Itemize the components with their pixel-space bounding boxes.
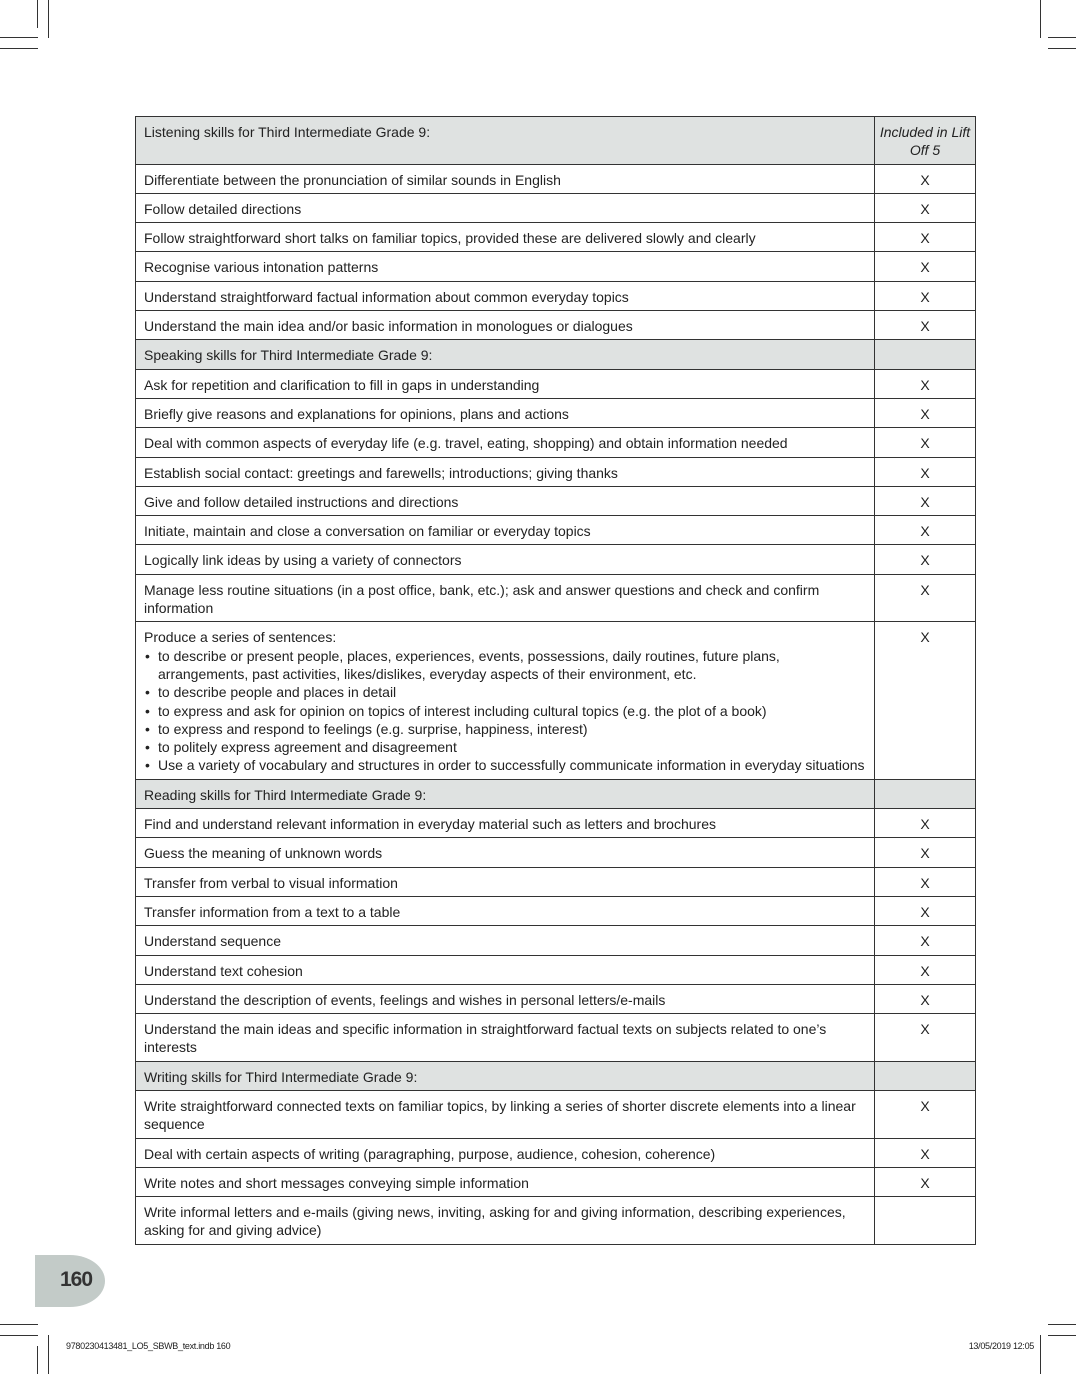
bullet-item: • to express and respond to feelings (e.g. surprise, happiness, interest): [144, 720, 866, 738]
included-column-header: Included in Lift Off 5: [875, 117, 976, 165]
included-mark: X: [875, 955, 976, 984]
table-row: [136, 1138, 976, 1167]
skill-text: Differentiate between the pronunciation of similar sounds in English: [144, 171, 561, 188]
included-mark: X: [875, 164, 976, 193]
included-mark: X: [875, 574, 976, 622]
empty-cell: [875, 1061, 976, 1090]
skill-text: Produce a series of sentences:: [144, 629, 337, 646]
skill-text: Write notes and short messages conveying simple information: [144, 1174, 529, 1191]
included-mark: [875, 1197, 976, 1245]
skill-text: Write straightforward connected texts on familiar topics, by linking a series of shorter discrete elements into a linear sequence: [144, 1097, 856, 1133]
skill-cell: [136, 311, 875, 340]
section-title: Writing skills for Third Intermediate Grade 9:: [136, 1061, 875, 1090]
skill-cell: [136, 896, 875, 925]
skill-cell: [136, 838, 875, 867]
section-header-row: [136, 340, 976, 369]
skill-text: Understand the main ideas and specific information in straightforward factual texts on subjects related to one’s interests: [144, 1021, 827, 1056]
skill-cell: [136, 1090, 875, 1138]
included-mark: X: [875, 516, 976, 545]
table-row: [136, 984, 976, 1013]
table-row: [136, 369, 976, 398]
skill-text: Follow straightforward short talks on familiar topics, provided these are delivered slowly and clearly: [144, 230, 756, 247]
included-mark: X: [875, 252, 976, 281]
table-row: [136, 545, 976, 574]
table-row: [136, 164, 976, 193]
crop-mark: [0, 1335, 38, 1336]
empty-cell: [875, 779, 976, 808]
table-row: [136, 193, 976, 222]
skill-text: Logically link ideas by using a variety of connectors: [144, 552, 462, 569]
crop-mark: [1048, 37, 1076, 38]
crop-mark: [37, 1346, 38, 1374]
skill-cell: [136, 545, 875, 574]
skill-cell: [136, 809, 875, 838]
skill-cell: [136, 955, 875, 984]
table-row: [136, 926, 976, 955]
section-title: Speaking skills for Third Intermediate Grade 9:: [136, 340, 875, 369]
skill-text: Understand straightforward factual information about common everyday topics: [144, 288, 629, 305]
included-mark: X: [875, 1167, 976, 1196]
skill-text: Write informal letters and e-mails (giving news, inviting, asking for and giving information, describing experiences, asking for and giving advice): [144, 1204, 846, 1239]
included-mark: X: [875, 193, 976, 222]
skill-cell: [136, 1197, 875, 1245]
skill-cell: [136, 428, 875, 457]
skill-cell: [136, 486, 875, 515]
table-row: [136, 311, 976, 340]
included-mark: X: [875, 457, 976, 486]
crop-mark: [37, 0, 38, 28]
skill-cell: [136, 984, 875, 1013]
table-row: [136, 867, 976, 896]
skill-cell: [136, 1138, 875, 1167]
file-slug: 9780230413481_LO5_SBWB_text.indb 160: [66, 1341, 231, 1351]
section-header-row: [136, 117, 976, 165]
table-row: [136, 223, 976, 252]
included-mark: X: [875, 926, 976, 955]
crop-mark: [0, 48, 38, 49]
included-mark: X: [875, 545, 976, 574]
table-row: [136, 252, 976, 281]
skill-cell: [136, 252, 875, 281]
included-mark: X: [875, 398, 976, 427]
skill-text: Ask for repetition and clarification to fill in gaps in understanding: [144, 376, 540, 393]
included-mark: X: [875, 1090, 976, 1138]
included-mark: X: [875, 867, 976, 896]
skill-text: Initiate, maintain and close a conversation on familiar or everyday topics: [144, 523, 591, 540]
skill-text: Follow detailed directions: [144, 200, 302, 217]
table-row: [136, 398, 976, 427]
table-row: [136, 574, 976, 622]
included-mark: X: [875, 809, 976, 838]
skill-cell: [136, 516, 875, 545]
crop-mark: [1048, 1335, 1076, 1336]
table-row: [136, 896, 976, 925]
skill-cell: [136, 1167, 875, 1196]
section-title: Listening skills for Third Intermediate Grade 9:: [136, 117, 875, 165]
table-row: [136, 281, 976, 310]
table-row: [136, 838, 976, 867]
table-row: [136, 1014, 976, 1062]
section-title: Reading skills for Third Intermediate Grade 9:: [136, 779, 875, 808]
page-number: 160: [60, 1268, 93, 1291]
skill-cell: [136, 281, 875, 310]
bullet-item: • to describe or present people, places, experiences, events, possessions, daily routines, future plans, arrangements, past activities, likes/dislikes, everyday aspects of their environment, etc.: [144, 647, 866, 684]
skill-text: Understand text cohesion: [144, 962, 303, 979]
skill-cell: [136, 622, 875, 779]
table-row: [136, 809, 976, 838]
skill-text: Manage less routine situations (in a post office, bank, etc.); ask and answer questions and check and confirm information: [144, 581, 820, 617]
skill-cell: [136, 574, 875, 622]
table-row: [136, 1090, 976, 1138]
crop-mark: [1048, 1324, 1076, 1325]
skill-text: Understand the main idea and/or basic information in monologues or dialogues: [144, 318, 633, 335]
included-mark: X: [875, 1014, 976, 1062]
crop-mark: [0, 37, 38, 38]
empty-cell: [875, 340, 976, 369]
section-header-row: [136, 779, 976, 808]
skill-text: Deal with certain aspects of writing (paragraphing, purpose, audience, cohesion, coherence): [144, 1145, 716, 1162]
date-slug: 13/05/2019 12:05: [968, 1341, 1034, 1351]
skill-text: Understand the description of events, feelings and wishes in personal letters/e-mails: [144, 991, 666, 1008]
table-row: [136, 457, 976, 486]
crop-mark: [1040, 0, 1041, 38]
crop-mark: [48, 0, 49, 38]
skill-text: Understand sequence: [144, 933, 281, 950]
table-row: [136, 428, 976, 457]
table-row: [136, 955, 976, 984]
skill-cell: [136, 867, 875, 896]
skill-cell: [136, 193, 875, 222]
included-mark: X: [875, 311, 976, 340]
table-row: [136, 516, 976, 545]
skill-cell: [136, 1014, 875, 1062]
skill-text: Recognise various intonation patterns: [144, 259, 379, 276]
crop-mark: [1040, 1335, 1041, 1374]
crop-mark: [1048, 48, 1076, 49]
skill-cell: [136, 369, 875, 398]
table-row: [136, 1197, 976, 1245]
included-mark: X: [875, 486, 976, 515]
skill-text: Give and follow detailed instructions and directions: [144, 493, 459, 510]
bullet-item: • to describe people and places in detail: [144, 683, 866, 701]
included-mark: X: [875, 838, 976, 867]
included-mark: X: [875, 622, 976, 779]
included-mark: X: [875, 984, 976, 1013]
skill-text: Transfer information from a text to a table: [144, 903, 401, 920]
included-mark: X: [875, 428, 976, 457]
skills-table: [135, 116, 976, 1245]
skill-text: Deal with common aspects of everyday life (e.g. travel, eating, shopping) and obtain information needed: [144, 435, 788, 452]
skill-cell: [136, 926, 875, 955]
skill-cell: [136, 164, 875, 193]
skill-text: Briefly give reasons and explanations for opinions, plans and actions: [144, 405, 569, 422]
included-mark: X: [875, 281, 976, 310]
skill-bullets: [144, 647, 866, 775]
section-header-row: [136, 1061, 976, 1090]
skill-text: Guess the meaning of unknown words: [144, 845, 383, 862]
skill-text: Find and understand relevant information in everyday material such as letters and brochures: [144, 816, 716, 833]
skill-cell: [136, 398, 875, 427]
included-mark: X: [875, 896, 976, 925]
skill-cell: [136, 223, 875, 252]
crop-mark: [48, 1335, 49, 1374]
skill-text: Transfer from verbal to visual information: [144, 874, 398, 891]
table-row: [136, 486, 976, 515]
included-mark: X: [875, 1138, 976, 1167]
included-mark: X: [875, 369, 976, 398]
skill-text: Establish social contact: greetings and farewells; introductions; giving thanks: [144, 464, 618, 481]
table-row: [136, 622, 976, 779]
crop-mark: [0, 1324, 38, 1325]
skill-cell: [136, 457, 875, 486]
bullet-item: • to express and ask for opinion on topics of interest including cultural topics (e.g. the plot of a book): [144, 702, 866, 720]
bullet-item: • Use a variety of vocabulary and structures in order to successfully communicate information in everyday situations: [144, 756, 866, 774]
included-mark: X: [875, 223, 976, 252]
table-row: [136, 1167, 976, 1196]
bullet-item: • to politely express agreement and disagreement: [144, 738, 866, 756]
